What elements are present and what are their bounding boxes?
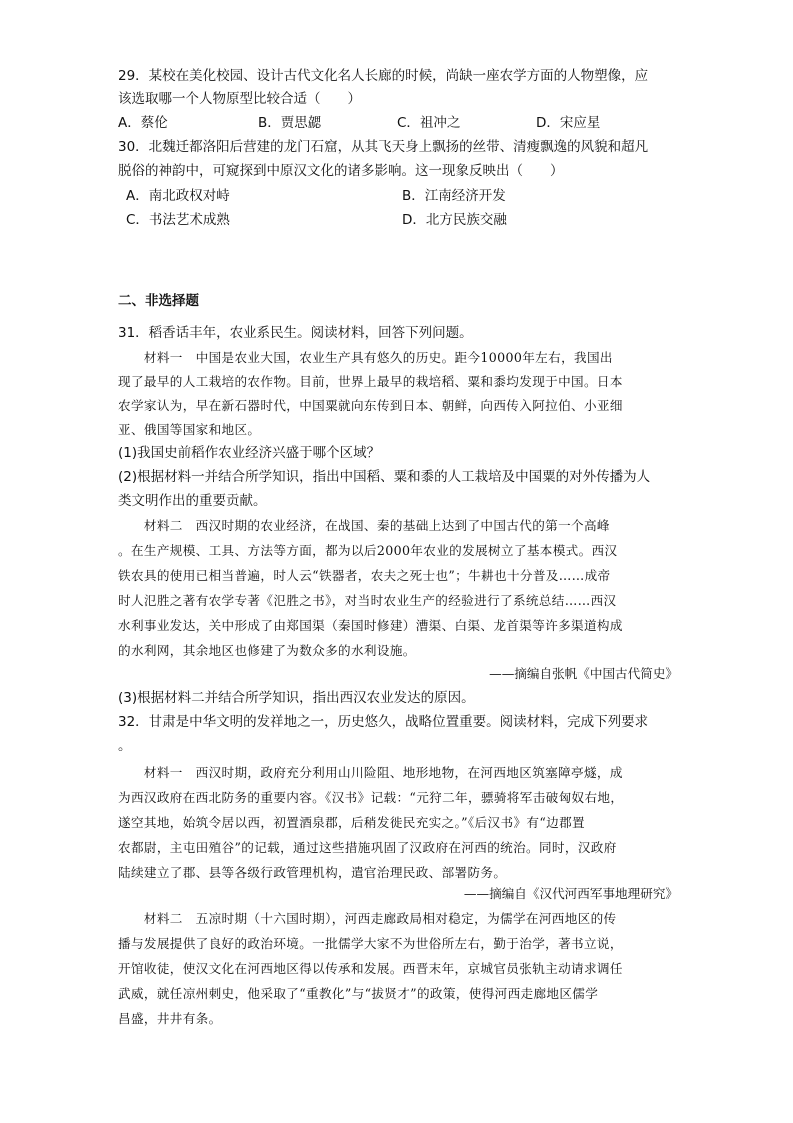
q32-material1-source: ——摘编自《汉代河西军事地理研究》	[463, 886, 678, 901]
q32-material2-line: 开馆收徒，使汉文化在河西地区得以传承和发展。西晋末年，京城官员张轨主动请求调任	[118, 961, 623, 976]
q32-material1-line: 农都尉，主屯田殖谷”的记载，通过这些措施巩固了汉政府在河西的统治。同时，汉政府	[118, 840, 617, 855]
q32-material2-line: 昌盛，井井有条。	[118, 1011, 222, 1026]
q29-option-d: D．宋应星	[536, 115, 601, 131]
q31-sub2-line2: 类文明作出的重要贡献。	[118, 493, 267, 509]
q30-stem-line1: 30．北魏迁都洛阳后营建的龙门石窟，从其飞天身上飘扬的丝带、清瘦飘逸的风貌和超凡	[118, 139, 649, 155]
q31-material2-line: 材料二 西汉时期的农业经济，在战国、秦的基础上达到了中国古代的第一个高峰	[118, 518, 610, 533]
q32-material2-line: 武威，就任凉州刺史，他采取了“重教化”与“拔贤才”的政策，使得河西走廊地区儒学	[118, 986, 599, 1001]
q32-material2-line: 材料二 五凉时期（十六国时期），河西走廊政局相对稳定，为儒学在河西地区的传	[118, 911, 617, 926]
q31-stem: 31．稻香话丰年，农业系民生。阅读材料，回答下列问题。	[118, 325, 473, 341]
q32-material1-line: 材料一 西汉时期，政府充分利用山川险阻、地形地物，在河西地区筑塞障亭燧，成	[118, 765, 623, 780]
q31-material2-source: ——摘编自张帆《中国古代简史》	[489, 666, 678, 681]
q29-option-c: C．祖冲之	[397, 115, 461, 131]
q31-material1-line: 材料一 中国是农业大国，农业生产具有悠久的历史。距今10000年左右，我国出	[118, 350, 613, 365]
q30-option-b: B．江南经济开发	[402, 188, 506, 204]
q32-material2-line: 播与发展提供了良好的政治环境。一批儒学大家不为世俗所左右，勤于治学，著书立说，	[118, 936, 623, 951]
q31-material2-line: 的水利网，其余地区也修建了为数众多的水利设施。	[118, 643, 416, 658]
q29-option-b: B．贾思勰	[258, 115, 322, 131]
q32-stem-line1: 32．甘肃是中华文明的发祥地之一，历史悠久，战略位置重要。阅读材料，完成下列要求	[118, 714, 649, 730]
q31-material2-line: 水利事业发达，关中形成了由郑国渠（秦国时修建）漕渠、白渠、龙首渠等许多渠道构成	[118, 618, 623, 633]
q29-stem-line1: 29．某校在美化校园、设计古代文化名人长廊的时候，尚缺一座农学方面的人物塑像，应	[118, 68, 649, 84]
q32-material1-line: 为西汉政府在西北防务的重要内容。《汉书》记载：“元狩二年，骠骑将军击破匈奴右地，	[118, 790, 624, 805]
q31-sub2-line1: (2)根据材料一并结合所学知识，指出中国稻、粟和黍的人工栽培及中国粟的对外传播为人	[118, 469, 651, 485]
q31-sub3: (3)根据材料二并结合所学知识，指出西汉农业发达的原因。	[118, 690, 475, 706]
section-heading: 二、非选择题	[118, 293, 199, 309]
q31-material1-line: 农学家认为，早在新石器时代，中国粟就向东传到日本、朝鲜，向西传入阿拉伯、小亚细	[118, 398, 623, 413]
q30-option-a: A．南北政权对峙	[126, 188, 230, 204]
q31-material2-line: 时人氾胜之著有农学专著《氾胜之书》，对当时农业生产的经验进行了系统总结……西汉	[118, 593, 617, 608]
q31-material2-line: 铁农具的使用已相当普遍，时人云“铁器者，农夫之死士也”；牛耕也十分普及……成帝	[118, 568, 611, 583]
q32-material1-line: 遂空其地，始筑令居以西，初置酒泉郡，后稍发徙民充实之。”《后汉书》有“边郡置	[118, 815, 585, 830]
q32-material1-line: 陆续建立了郡、县等各级行政管理机构，遣官治理民政、部署防务。	[118, 865, 507, 880]
q29-option-a: A．蔡伦	[118, 115, 168, 131]
q30-option-c: C．书法艺术成熟	[126, 212, 230, 228]
q30-option-d: D．北方民族交融	[402, 212, 507, 228]
q31-sub1: (1)我国史前稻作农业经济兴盛于哪个区域？	[118, 445, 381, 461]
q29-stem-line2: 该选取哪一个人物原型比较合适（ ）	[118, 91, 361, 107]
q31-material1-line: 现了最早的人工栽培的农作物。目前，世界上最早的栽培稻、粟和黍均发现于中国。日本	[118, 374, 623, 389]
q31-material2-line: 。在生产规模、工具、方法等方面，都为以后2000年农业的发展树立了基本模式。西汉	[118, 543, 618, 558]
q30-stem-line2: 脱俗的神韵中，可窥探到中原汉文化的诸多影响。这一现象反映出（ ）	[118, 163, 564, 179]
q32-stem-line2: 。	[118, 738, 132, 754]
q31-material1-line: 亚、俄国等国家和地区。	[118, 422, 261, 437]
